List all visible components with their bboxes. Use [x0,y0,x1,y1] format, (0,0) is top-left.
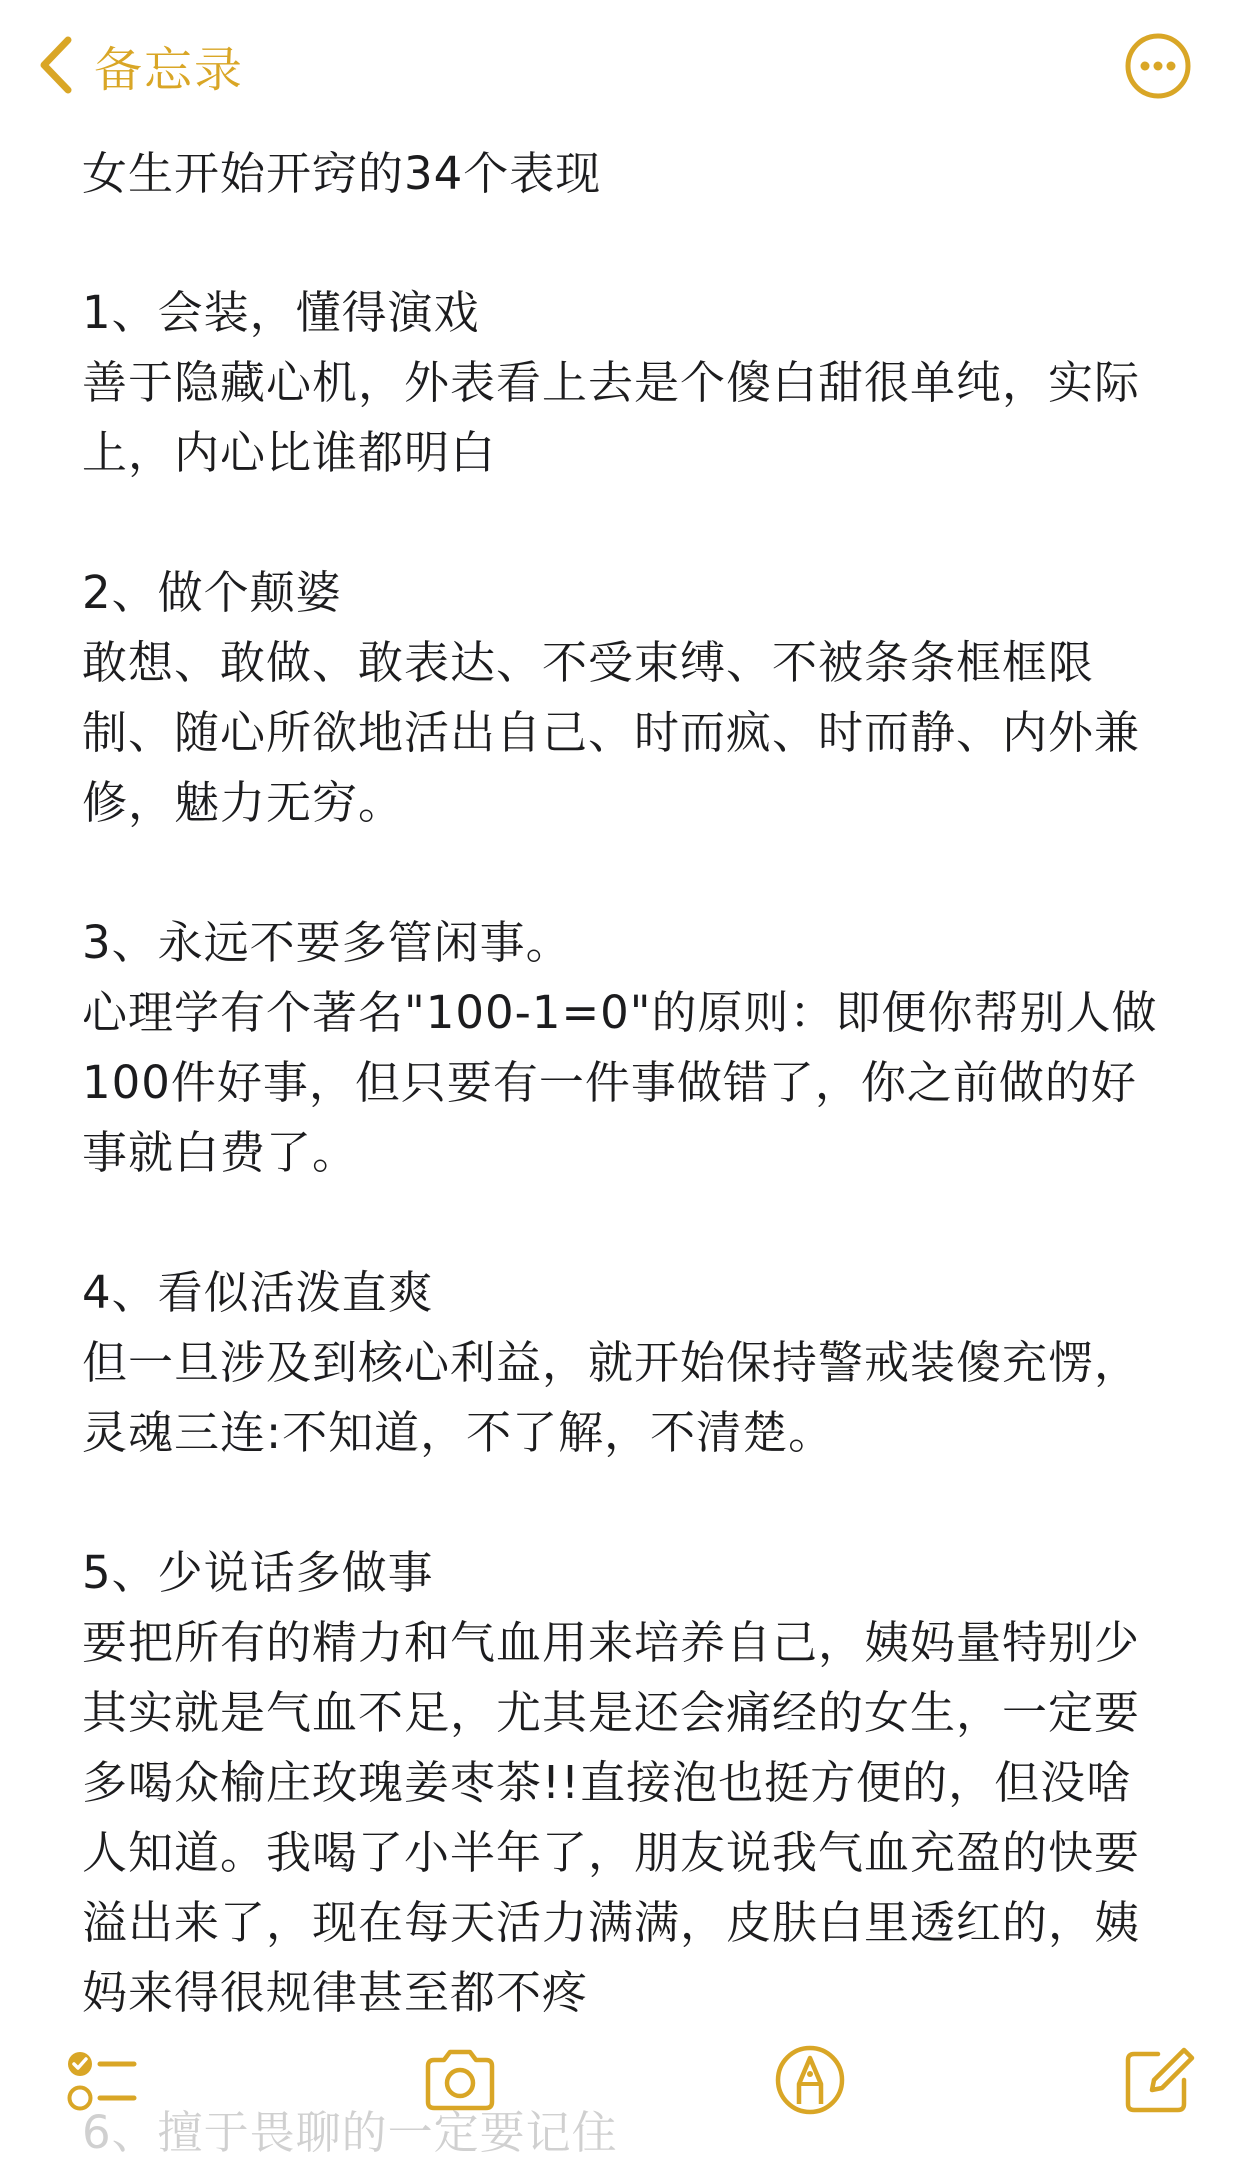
section-body: 要把所有的精力和气血用来培养自己，姨妈量特别少其实就是气血不足，尤其是还会痛经的女生，一定要多喝众榆庄玫瑰姜枣茶!!直接泡也挺方便的，但没啥人知道。我喝了小半年了，朋友说我气血充盈的快要溢出来了，现在每天活力满满，皮肤白里透红的，姨妈来得很规律甚至都不疼 [82,1616,1141,2019]
section-heading: 6、擅于畏聊的一定要记住 [82,2106,618,2159]
note-section [82,558,1172,838]
section-body: 心理学有个著名"100-1=0"的原则：即便你帮别人做100件好事，但只要有一件事做错了，你之前做的好事就白费了。 [82,986,1158,1179]
note-section [82,278,1172,488]
note-title: 女生开始开窍的34个表现 [82,147,602,200]
back-button[interactable] [36,30,244,100]
checklist-button[interactable] [62,2040,142,2120]
section-body: 敢想、敢做、敢表达、不受束缚、不被条条框框限制、随心所欲地活出自己、时而疯、时而静、内外兼修，魅力无穷。 [82,636,1141,829]
markup-button[interactable] [770,2040,850,2120]
section-heading: 3、永远不要多管闲事。 [82,916,572,969]
bottom-toolbar [0,2040,1242,2140]
note-content[interactable] [82,140,1172,2159]
section-body: 善于隐藏心机，外表看上去是个傻白甜很单纯，实际上，内心比谁都明白 [82,356,1141,479]
section-heading: 1、会装，懂得演戏 [82,286,480,339]
section-heading: 4、看似活泼直爽 [82,1266,434,1319]
checklist-icon [62,2040,142,2120]
section-heading: 2、做个颠婆 [82,566,342,619]
section-heading: 5、少说话多做事 [82,1546,434,1599]
section-body: 但一旦涉及到核心利益，就开始保持警戒装傻充愣，灵魂三连:不知道，不了解，不清楚。 [82,1336,1141,1459]
note-section [82,1258,1172,1468]
ellipsis-circle-icon [1124,32,1192,100]
compose-icon [1118,2040,1198,2120]
chevron-left-icon [36,34,76,96]
back-label: 备忘录 [94,41,245,98]
camera-icon [420,2040,500,2120]
more-button[interactable] [1124,32,1192,100]
camera-button[interactable] [420,2040,500,2120]
note-section [82,1538,1172,2028]
note-section [82,908,1172,1188]
navigation-bar [0,0,1242,130]
markup-pen-icon [770,2040,850,2120]
compose-button[interactable] [1118,2040,1198,2120]
